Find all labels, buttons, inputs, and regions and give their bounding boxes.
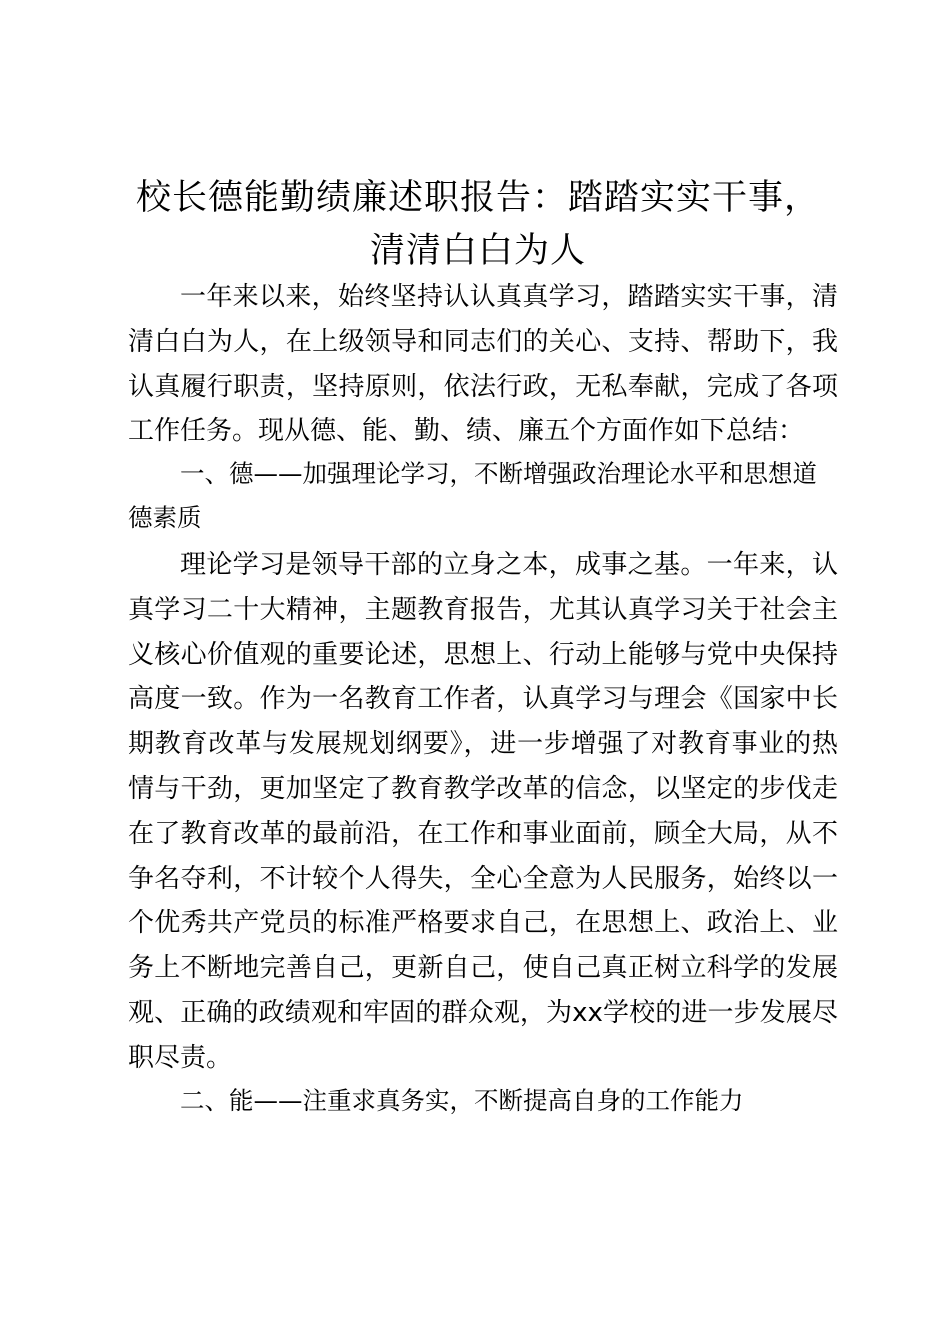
intro-paragraph: 一年来以来，始终坚持认认真真学习，踏踏实实干事，清清白白为人，在上级领导和同志们的关心、支持、帮助下，我认真履行职责，坚持原则，依法行政，无私奉献，完成了各项工作任务。现从德、能、勤、绩、廉五个方面作如下总结： <box>128 282 838 447</box>
document-title: 校长德能勤绩廉述职报告：踏踏实实干事，清清白白为人 <box>135 178 820 271</box>
section-heading-de: 一、德——加强理论学习，不断增强政治理论水平和思想道德素质 <box>128 459 817 532</box>
section-heading-neng: 二、能——注重求真务实，不断提高自身的工作能力 <box>180 1086 744 1115</box>
section-body-de: 理论学习是领导干部的立身之本，成事之基。一年来，认真学习二十大精神，主题教育报告，尤其认真学习关于社会主义核心价值观的重要论述，思想上、行动上能够与党中央保持高度一致。作为一名教育工作者，认真学习与理会《国家中长期教育改革与发展规划纲要》，进一步增强了对教育事业的热情与干劲，更加坚定了教育教学改革的信念，以坚定的步伐走在了教育改革的最前沿，在工作和事业面前，顾全大局，从不争名夺利，不计较个人得失，全心全意为人民服务，始终以一个优秀共产党员的标准严格要求自己，在思想上、政治上、业务上不断地完善自己，更新自己，使自己真正树立科学的发展观、正确的政绩观和牢固的群众观，为xx学校的进一步发展尽职尽责。 <box>128 550 838 1073</box>
